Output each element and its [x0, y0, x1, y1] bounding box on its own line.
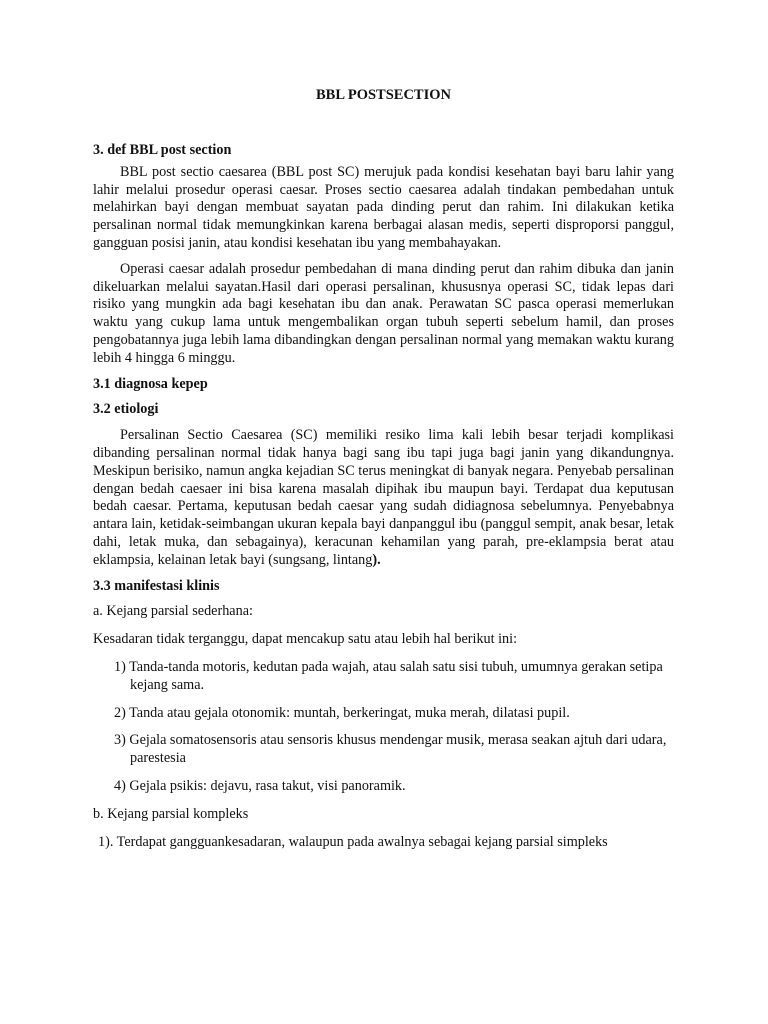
- heading-diagnosa: 3.1 diagnosa kepep: [93, 375, 208, 392]
- paragraph-definition-2: Operasi caesar adalah prosedur pembedahan di mana dinding perut dan rahim dibuka dan janin dikeluarkan melalui sayatan.Hasil dari operasi persalinan, khususnya operasi SC, tidak lepas dari risiko yang mungkin ada bagi kesehatan ibu dan anak. Perawatan SC pasca operasi memerlukan waktu yang cukup lama untuk mengembalikan organ tubuh seperti sebelum hamil, dan proses pengobatannya juga lebih lama dibandingkan dengan persalinan normal yang memakan waktu kurang lebih 4 hingga 6 minggu.: [93, 260, 674, 366]
- heading-manifestasi: 3.3 manifestasi klinis: [93, 577, 220, 594]
- list-item: 3) Gejala somatosensoris atau sensoris khusus mendengar musik, merasa seakan ajtuh dari udara, parestesia: [114, 732, 667, 767]
- paragraph-etiologi-text: Persalinan Sectio Caesarea (SC) memiliki resiko lima kali lebih besar terjadi komplikasi dibanding persalinan normal tidak hanya bagi sang ibu tapi juga bagi janin yang dikandungnya. Meskipun berisiko, namun angka kejadian SC terus meningkat di banyak negara. Penyebab persalinan dengan bedah caesaer ini bisa karena masalah dipihak ibu maupun bayi. Terdapat dua keputusan bedah caesar. Pertama, keputusan bedah caesar yang sudah didiagnosa sebelumnya. Penyebabnya antara lain, ketidak-seimbangan ukuran kepala bayi danpanggul ibu (panggul sempit, anak besar, letak dahi, letak muka, dan sebagainya), keracunan kehamilan yang parah, pre-eklampsia berat atau eklampsia, kelainan letak bayi (sungsang, lintang: [93, 427, 674, 568]
- document-body: [93, 142, 674, 861]
- list-kejang-parsial-kompleks: [93, 834, 674, 852]
- list-item: 2) Tanda atau gejala otonomik: muntah, berkeringat, muka merah, dilatasi pupil.: [114, 704, 570, 721]
- heading-definition: 3. def BBL post section: [93, 142, 232, 158]
- label-kejang-parsial-sederhana: a. Kejang parsial sederhana:: [93, 603, 253, 620]
- paragraph-definition-1: BBL post sectio caesarea (BBL post SC) merujuk pada kondisi kesehatan bayi baru lahir yang lahir melalui prosedur operasi caesar. Proses sectio caesarea adalah tindakan pembedahan untuk melahirkan bayi dengan membuat sayatan pada dinding perut dan rahim. Ini dilakukan ketika persalinan normal tidak memungkinkan karena berbagai alasan medis, seperti disproporsi panggul, gangguan posisi janin, atau kondisi kesehatan ibu yang membahayakan.: [93, 163, 674, 251]
- list-item: 4) Gejala psikis: dejavu, rasa takut, visi panoramik.: [114, 777, 406, 794]
- list-item: 1). Terdapat gangguankesadaran, walaupun pada awalnya sebagai kejang parsial simpleks: [98, 833, 608, 850]
- label-kejang-parsial-kompleks: b. Kejang parsial kompleks: [93, 805, 249, 822]
- list-kejang-parsial-sederhana: [93, 659, 674, 796]
- list-item: 1) Tanda-tanda motoris, kedutan pada wajah, atau salah satu sisi tubuh, umumnya gerakan setipa kejang sama.: [114, 658, 663, 693]
- document-title: BBL POSTSECTION: [316, 87, 451, 103]
- heading-etiologi: 3.2 etiologi: [93, 401, 159, 418]
- intro-kejang-parsial-sederhana: Kesadaran tidak terganggu, dapat mencakup satu atau lebih hal berikut ini:: [93, 631, 518, 648]
- paragraph-etiologi: [93, 427, 674, 569]
- paragraph-etiologi-end: ).: [372, 551, 381, 568]
